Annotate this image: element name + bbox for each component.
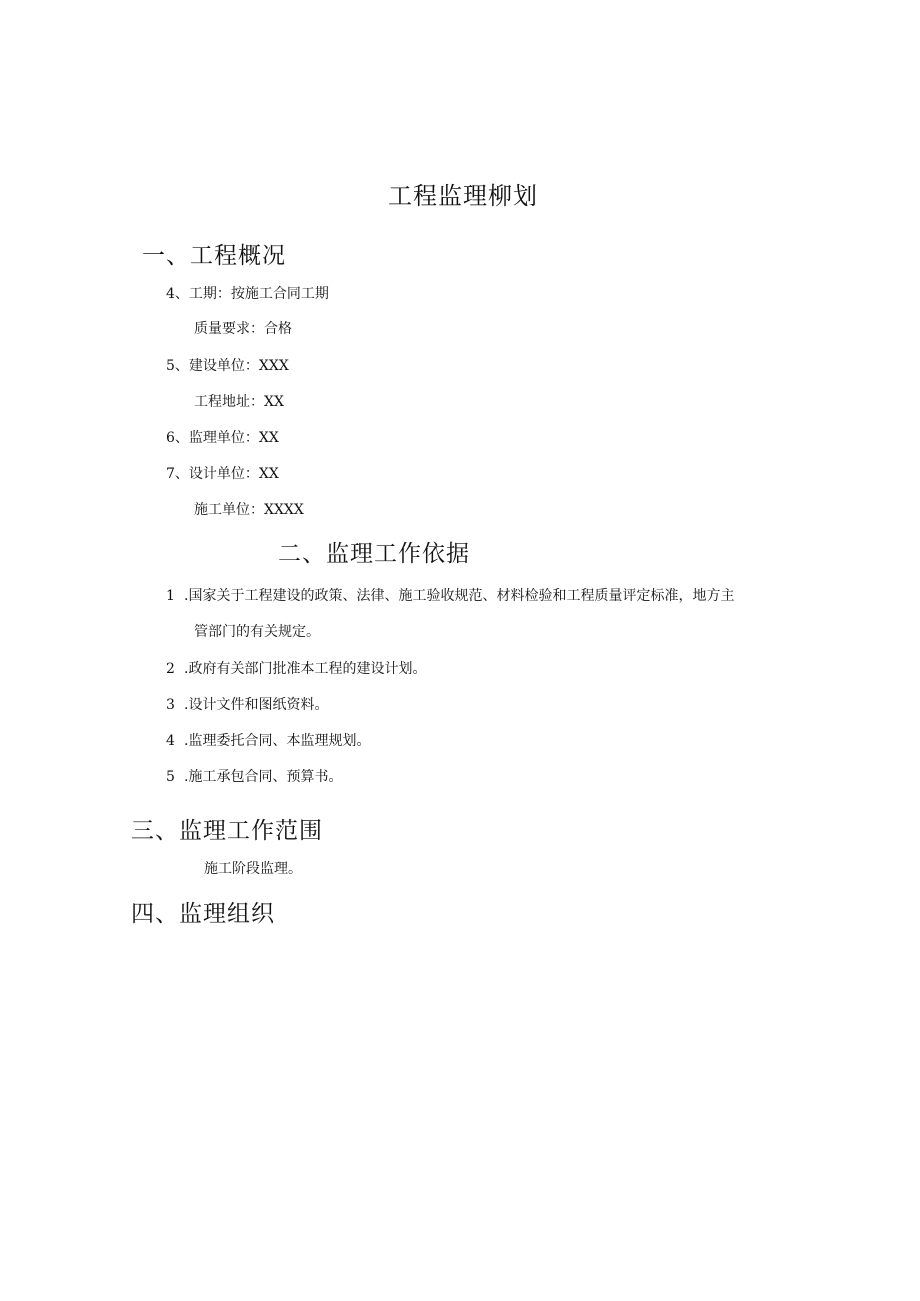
list-item-text: .施工承包合同、预算书。 [184,769,343,785]
section-heading-1: 一、工程概况 [142,243,286,269]
section-heading-4: 四、监理组织 [131,901,275,927]
text-line: 5、建设单位：XXX [166,358,289,374]
list-item-number: 5 [166,769,175,785]
list-item-text: 管部门的有关规定。 [194,624,320,640]
list-item-text: .设计文件和图纸资料。 [184,697,329,713]
text-line: 6、监理单位：XX [166,430,279,446]
text-line: 4、工期：按施工合同工期 [166,286,329,302]
text-line: 施工单位：XXXX [194,502,304,518]
document-title: 工程监理柳划 [388,182,538,210]
text-line: 施工阶段监理。 [204,861,302,877]
text-line: 7、设计单位：XX [166,466,279,482]
list-item-text: .国家关于工程建设的政策、法律、施工验收规范、材料检验和工程质量评定标准，地方主 [184,588,735,604]
text-line: 质量要求：合格 [194,321,292,337]
list-item-text: .监理委托合同、本监理规划。 [184,733,371,749]
list-item-number: 3 [166,697,175,713]
section-heading-3: 三、监理工作范围 [131,818,323,844]
list-item-number: 4 [166,733,175,749]
section-heading-2: 二、监理工作依据 [278,541,470,567]
list-item-text: .政府有关部门批准本工程的建设计划。 [184,661,427,677]
text-line: 工程地址：XX [194,394,284,410]
list-item-number: 2 [166,661,175,677]
list-item-number: 1 [166,588,175,604]
